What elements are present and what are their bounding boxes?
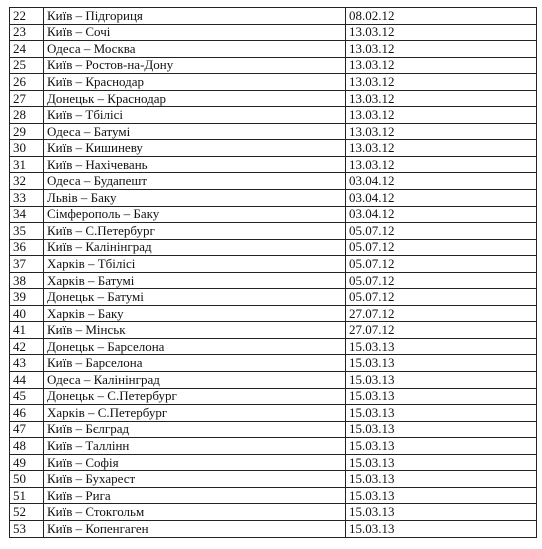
table-row [10,206,537,223]
date-cell: 08.02.12 [346,8,537,25]
route-cell: Київ – Софія [44,454,346,471]
route-cell: Київ – Мінськ [44,322,346,339]
route-cell: Київ – Бухарест [44,471,346,488]
row-number-cell: 45 [10,388,44,405]
route-cell: Київ – Бєлград [44,421,346,438]
route-cell: Сімферополь – Баку [44,206,346,223]
date-cell: 15.03.13 [346,504,537,521]
row-number-cell: 42 [10,338,44,355]
row-number-cell: 43 [10,355,44,372]
table-row [10,421,537,438]
date-cell: 15.03.13 [346,438,537,455]
route-cell: Донецьк – С.Петербург [44,388,346,405]
date-cell: 27.07.12 [346,305,537,322]
route-cell: Київ – Краснодар [44,74,346,91]
table-row [10,405,537,422]
table-row [10,239,537,256]
row-number-cell: 41 [10,322,44,339]
table-row [10,272,537,289]
date-cell: 03.04.12 [346,190,537,207]
table-row [10,438,537,455]
route-cell: Київ – Кишиневу [44,140,346,157]
date-cell: 15.03.13 [346,338,537,355]
route-cell: Донецьк – Барселона [44,338,346,355]
row-number-cell: 31 [10,156,44,173]
table-row [10,388,537,405]
table-row [10,57,537,74]
date-cell: 15.03.13 [346,487,537,504]
table-row [10,24,537,41]
row-number-cell: 51 [10,487,44,504]
row-number-cell: 35 [10,223,44,240]
date-cell: 13.03.12 [346,41,537,58]
route-cell: Київ – Нахічевань [44,156,346,173]
row-number-cell: 29 [10,123,44,140]
date-cell: 03.04.12 [346,206,537,223]
route-cell: Харків – Тбілісі [44,256,346,273]
row-number-cell: 49 [10,454,44,471]
date-cell: 13.03.12 [346,123,537,140]
date-cell: 03.04.12 [346,173,537,190]
table-row [10,520,537,537]
date-cell: 05.07.12 [346,289,537,306]
row-number-cell: 48 [10,438,44,455]
date-cell: 13.03.12 [346,57,537,74]
row-number-cell: 34 [10,206,44,223]
row-number-cell: 39 [10,289,44,306]
route-cell: Київ – Стокгольм [44,504,346,521]
table-row [10,372,537,389]
row-number-cell: 26 [10,74,44,91]
routes-table [9,7,537,538]
row-number-cell: 50 [10,471,44,488]
table-row [10,156,537,173]
date-cell: 13.03.12 [346,156,537,173]
route-cell: Київ – С.Петербург [44,223,346,240]
row-number-cell: 23 [10,24,44,41]
row-number-cell: 53 [10,520,44,537]
date-cell: 15.03.13 [346,421,537,438]
row-number-cell: 24 [10,41,44,58]
route-cell: Харків – С.Петербург [44,405,346,422]
table-row [10,289,537,306]
row-number-cell: 36 [10,239,44,256]
row-number-cell: 28 [10,107,44,124]
route-cell: Донецьк – Краснодар [44,90,346,107]
date-cell: 15.03.13 [346,388,537,405]
date-cell: 05.07.12 [346,239,537,256]
table-row [10,487,537,504]
row-number-cell: 22 [10,8,44,25]
route-cell: Одеса – Калінінград [44,372,346,389]
table-row [10,173,537,190]
date-cell: 05.07.12 [346,256,537,273]
table-row [10,123,537,140]
row-number-cell: 46 [10,405,44,422]
date-cell: 15.03.13 [346,471,537,488]
route-cell: Одеса – Будапешт [44,173,346,190]
row-number-cell: 25 [10,57,44,74]
table-row [10,322,537,339]
route-cell: Київ – Тбілісі [44,107,346,124]
row-number-cell: 47 [10,421,44,438]
date-cell: 13.03.12 [346,90,537,107]
route-cell: Київ – Ростов-на-Дону [44,57,346,74]
table-row [10,41,537,58]
route-cell: Одеса – Батумі [44,123,346,140]
routes-table-body [10,8,537,538]
table-row [10,355,537,372]
route-cell: Київ – Барселона [44,355,346,372]
route-cell: Київ – Сочі [44,24,346,41]
date-cell: 13.03.12 [346,24,537,41]
table-row [10,454,537,471]
date-cell: 05.07.12 [346,272,537,289]
row-number-cell: 44 [10,372,44,389]
date-cell: 27.07.12 [346,322,537,339]
row-number-cell: 32 [10,173,44,190]
table-row [10,90,537,107]
route-cell: Київ – Підгориця [44,8,346,25]
date-cell: 13.03.12 [346,74,537,91]
table-row [10,190,537,207]
row-number-cell: 38 [10,272,44,289]
route-cell: Донецьк – Батумі [44,289,346,306]
route-cell: Київ – Рига [44,487,346,504]
row-number-cell: 27 [10,90,44,107]
row-number-cell: 40 [10,305,44,322]
row-number-cell: 33 [10,190,44,207]
date-cell: 15.03.13 [346,405,537,422]
row-number-cell: 30 [10,140,44,157]
table-row [10,471,537,488]
route-cell: Київ – Калінінград [44,239,346,256]
route-cell: Київ – Копенгаген [44,520,346,537]
date-cell: 15.03.13 [346,454,537,471]
table-row [10,305,537,322]
route-cell: Харків – Батумі [44,272,346,289]
route-cell: Київ – Таллінн [44,438,346,455]
route-cell: Львів – Баку [44,190,346,207]
row-number-cell: 37 [10,256,44,273]
table-row [10,338,537,355]
date-cell: 15.03.13 [346,355,537,372]
route-cell: Одеса – Москва [44,41,346,58]
route-cell: Харків – Баку [44,305,346,322]
date-cell: 15.03.13 [346,520,537,537]
table-row [10,140,537,157]
table-row [10,74,537,91]
table-row [10,223,537,240]
table-row [10,256,537,273]
date-cell: 15.03.13 [346,372,537,389]
table-row [10,107,537,124]
table-row [10,504,537,521]
row-number-cell: 52 [10,504,44,521]
date-cell: 05.07.12 [346,223,537,240]
date-cell: 13.03.12 [346,140,537,157]
table-row [10,8,537,25]
date-cell: 13.03.12 [346,107,537,124]
